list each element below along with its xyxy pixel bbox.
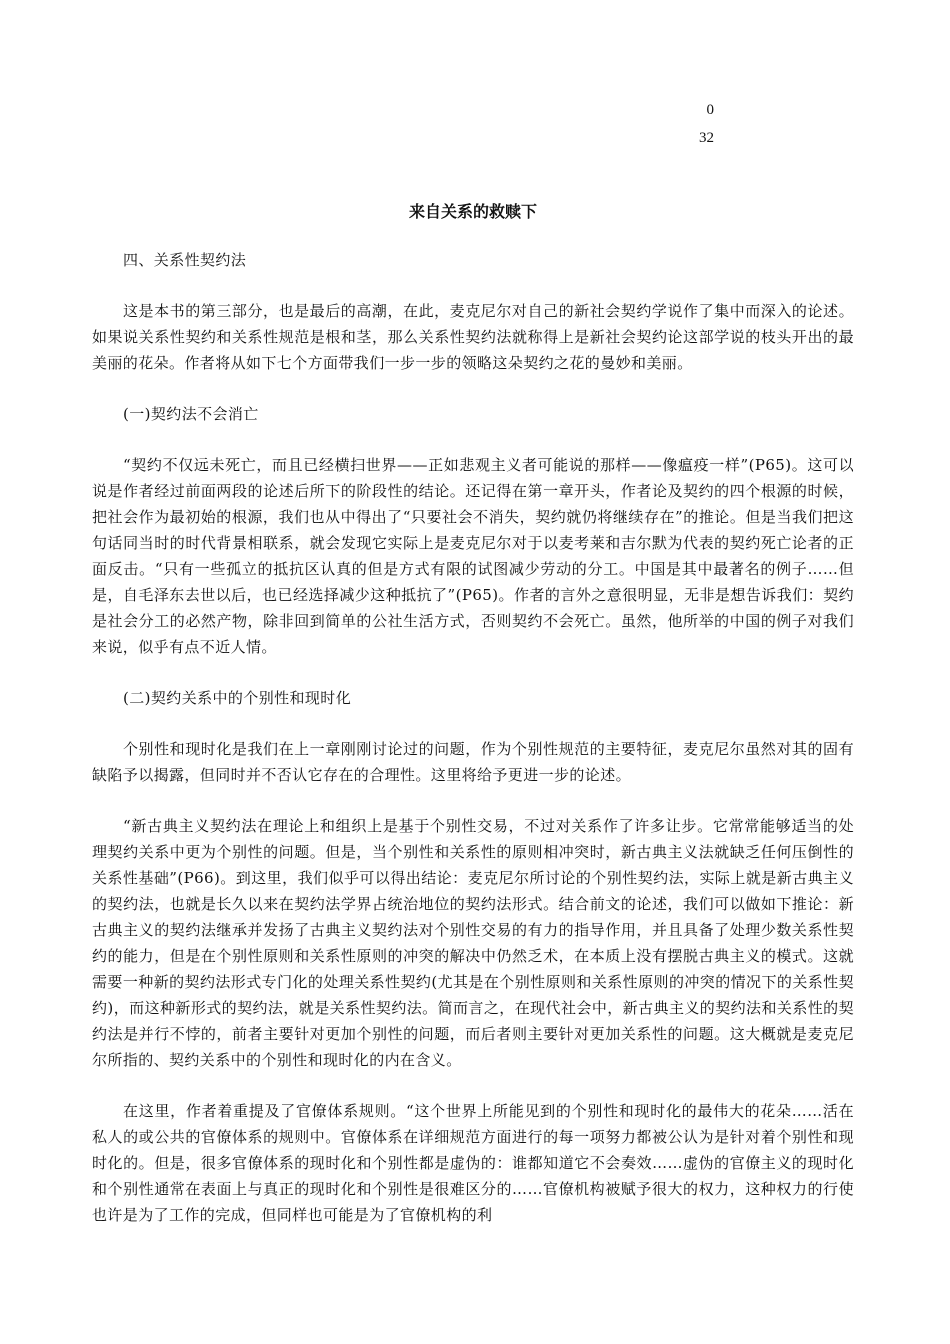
body-paragraph: 这是本书的第三部分，也是最后的高潮，在此，麦克尼尔对自己的新社会契约学说作了集中而深入的论述。如果说关系性契约和关系性规范是根和茎，那么关系性契约法就称得上是新社会契约论这部学说的枝头开出的最美丽的花朵。作者将从如下七个方面带我们一步一步的领略这朵契约之花的曼妙和美丽。 (92, 302, 854, 372)
body-paragraph: 个别性和现时化是我们在上一章刚刚讨论过的问题，作为个别性规范的主要特征，麦克尼尔虽然对其的固有缺陷予以揭露，但同时并不否认它存在的合理性。这里将给予更进一步的论述。 (92, 740, 854, 784)
subsection-heading: (一)契约法不会消亡 (123, 405, 259, 423)
document-body (92, 200, 854, 1253)
body-paragraph: “新古典主义契约法在理论上和组织上是基于个别性交易，不过对关系作了许多让步。它常常能够适当的处理契约关系中更为个别性的问题。但是，当个别性和关系性的原则相冲突时，新古典主义法就缺乏任何压倒性的关系性基础”(P66)。到这里，我们似乎可以得出结论：麦克尼尔所讨论的个别性契约法，实际上就是新古典主义的契约法，也就是长久以来在契约法学界占统治地位的契约法形式。结合前文的论述，我们可以做如下推论：新古典主义的契约法继承并发扬了古典主义契约法对个别性交易的有力的指导作用，并且具备了处理少数关系性契约的能力，但是在个别性原则和关系性原则的冲突的解决中仍然乏术，在本质上没有摆脱古典主义的模式。这就需要一种新的契约法形式专门化的处理关系性契约(尤其是在个别性原则和关系性原则的冲突的情况下的关系性契约)，而这种新形式的契约法，就是关系性契约法。简而言之，在现代社会中，新古典主义的契约法和关系性的契约法是并行不悖的，前者主要针对更加个别性的问题，而后者则主要针对更加关系性的问题。这大概就是麦克尼尔所指的、契约关系中的个别性和现时化的内在含义。 (92, 817, 854, 1069)
page-mark-top: 0 (706, 102, 714, 118)
body-paragraph: “契约不仅远未死亡，而且已经横扫世界——正如悲观主义者可能说的那样——像瘟疫一样”(P65)。这可以说是作者经过前面两段的论述后所下的阶段性的结论。还记得在第一章开头，作者论及契约的四个根源的时候，把社会作为最初始的根源，我们也从中得出了“只要社会不消失，契约就仍将继续存在”的推论。但是当我们把这句话同当时的时代背景相联系，就会发现它实际上是麦克尼尔对于以麦考莱和吉尔默为代表的契约死亡论者的正面反击。“只有一些孤立的抵抗区认真的但是方式有限的试图减少劳动的分工。中国是其中最著名的例子……但是，自毛泽东去世以后，也已经选择减少这种抵抗了”(P65)。作者的言外之意很明显，无非是想告诉我们：契约是社会分工的必然产物，除非回到简单的公社生活方式，否则契约不会死亡。虽然，他所举的中国的例子对我们来说，似乎有点不近人情。 (92, 456, 854, 656)
subsection-heading: (二)契约关系中的个别性和现时化 (123, 689, 352, 707)
document-title: 来自关系的救赎下 (408, 202, 537, 221)
page-number: 32 (699, 130, 714, 146)
section-heading: 四、关系性契约法 (123, 251, 247, 269)
body-paragraph: 在这里，作者着重提及了官僚体系规则。“这个世界上所能见到的个别性和现时化的最伟大的花朵……活在私人的或公共的官僚体系的规则中。官僚体系在详细规范方面进行的每一项努力都被公认为是针对着个别性和现时化的。但是，很多官僚体系的现时化和个别性都是虚伪的：谁都知道它不会奏效……虚伪的官僚主义的现时化和个别性通常在表面上与真正的现时化和个别性是很难区分的……官僚机构被赋予很大的权力，这种权力的行使也许是为了工作的完成，但同样也可能是为了官僚机构的利 (92, 1102, 854, 1224)
